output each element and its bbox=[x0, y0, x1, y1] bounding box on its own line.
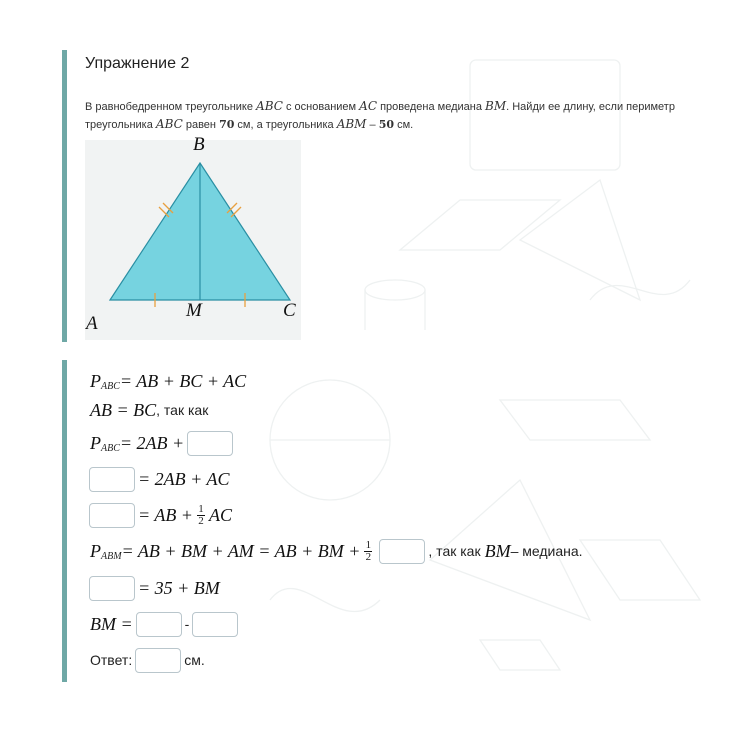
problem-text-part: с основанием bbox=[282, 101, 360, 113]
problem-text-part: проведена медиана bbox=[377, 101, 486, 113]
perimeter-symbol: P bbox=[90, 432, 101, 453]
equation-text: = AB + bbox=[138, 504, 193, 525]
equation-text: AC bbox=[208, 504, 232, 525]
equation-text: = 2AB + bbox=[119, 432, 185, 453]
perimeter-subscript: ABC bbox=[101, 442, 120, 454]
answer-input[interactable] bbox=[136, 612, 182, 637]
equation-text: BM = bbox=[90, 613, 133, 634]
solution-card bbox=[62, 360, 703, 682]
perimeter-symbol: P bbox=[90, 370, 101, 391]
minus-sign: - bbox=[184, 616, 190, 632]
vertex-label-a: A bbox=[86, 313, 98, 334]
final-answer-input[interactable] bbox=[135, 648, 181, 673]
exercise-card bbox=[62, 50, 703, 342]
fraction-numerator: 1 bbox=[365, 538, 372, 551]
perimeter-subscript: ABM bbox=[101, 550, 122, 562]
solution-line-1 bbox=[90, 368, 246, 394]
problem-text-part: В равнобедренном треугольнике bbox=[85, 101, 257, 113]
solution-line-7 bbox=[89, 575, 220, 601]
solution-line-8 bbox=[90, 611, 241, 637]
answer-input[interactable] bbox=[89, 467, 135, 492]
fraction-numerator: 1 bbox=[198, 502, 204, 515]
problem-text bbox=[85, 98, 695, 134]
solution-line-5 bbox=[89, 502, 232, 528]
solution-line-3 bbox=[90, 430, 236, 456]
answer-input[interactable] bbox=[89, 576, 135, 601]
problem-math-abm: ABM bbox=[336, 117, 367, 131]
problem-number-70: 70 bbox=[219, 118, 235, 131]
perimeter-symbol: P bbox=[90, 540, 101, 561]
answer-input[interactable] bbox=[192, 612, 238, 637]
triangle-figure bbox=[85, 134, 301, 340]
answer-label: Ответ: bbox=[90, 652, 133, 668]
problem-text-part: см. bbox=[394, 119, 414, 131]
vertex-label-c: C bbox=[283, 300, 296, 321]
reason-text: – медиана. bbox=[510, 543, 583, 559]
unit-label: см. bbox=[184, 652, 205, 668]
equation-text: = AB + BC + AC bbox=[119, 370, 247, 391]
solution-line-6 bbox=[90, 538, 583, 564]
answer-input[interactable] bbox=[89, 503, 135, 528]
solution-line-9 bbox=[90, 647, 205, 673]
reason-text: , так как bbox=[156, 402, 209, 418]
exercise-title: Упражнение 2 bbox=[85, 55, 190, 72]
equation-text: AB = BC bbox=[90, 399, 157, 420]
perimeter-subscript: ABC bbox=[101, 380, 120, 392]
fraction-denominator: 2 bbox=[198, 514, 204, 527]
problem-math-bm: BM bbox=[485, 99, 507, 113]
answer-input[interactable] bbox=[187, 431, 233, 456]
equation-text: = 2AB + AC bbox=[138, 468, 230, 489]
problem-number-50: 50 bbox=[378, 118, 395, 131]
problem-math-abc: ABC bbox=[256, 99, 283, 113]
vertex-label-m: M bbox=[186, 300, 202, 321]
problem-math-ac: AC bbox=[359, 99, 378, 113]
reason-text: , так как bbox=[428, 543, 481, 559]
fraction-denominator: 2 bbox=[365, 550, 372, 563]
problem-text-part: равен bbox=[182, 119, 220, 131]
problem-text-part: см, а треугольника bbox=[234, 119, 337, 131]
solution-line-2 bbox=[90, 397, 208, 423]
vertex-label-b: B bbox=[193, 134, 205, 155]
median-math: BM bbox=[484, 540, 511, 561]
problem-text-part: – bbox=[366, 119, 379, 131]
fraction-one-half bbox=[364, 540, 372, 563]
equation-text: = AB + BM + AM = AB + BM + bbox=[121, 540, 361, 561]
solution-line-4 bbox=[89, 466, 229, 492]
equation-text: = 35 + BM bbox=[138, 577, 220, 598]
fraction-one-half bbox=[197, 504, 205, 527]
problem-math-abc: ABC bbox=[155, 117, 183, 131]
problem-text-part: . Найди ее длину, если периметр треугольника bbox=[85, 101, 675, 131]
answer-input[interactable] bbox=[379, 539, 425, 564]
